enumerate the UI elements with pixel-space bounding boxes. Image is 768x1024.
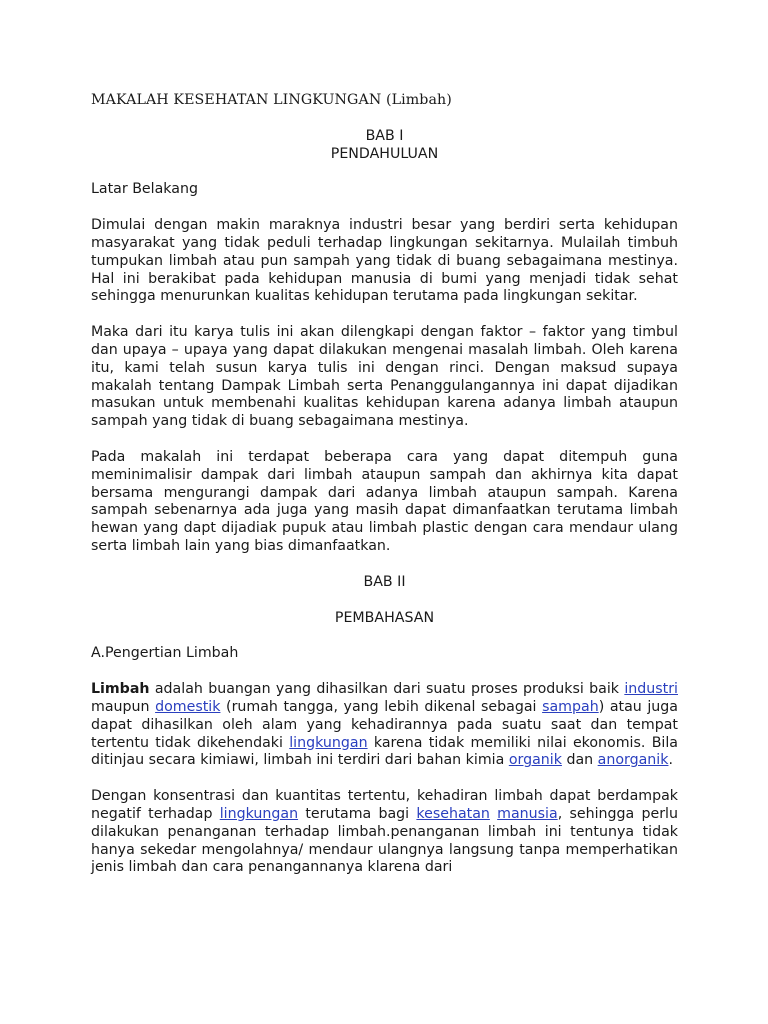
document-page <box>91 92 678 895</box>
p1-text-6: dan <box>561 752 598 769</box>
latar-paragraph-2: Maka dari itu karya tulis ini akan dilengkapi dengan faktor – faktor yang timbul dan upaya – upaya yang dapat dilakukan mengenai masalah limbah. Oleh karena itu, kami telah susun karya tulis ini dengan rinci. Dengan maksud supaya makalah tentang Dampak Limbah serta Penanggulangannya ini dapat dijadikan masukan untuk membenahi kualitas kehidupan karena adanya limbah ataupun sampah yang tidak di buang sebagaimana mestinya. <box>91 324 678 430</box>
latar-paragraph-1: Dimulai dengan makin maraknya industri besar yang berdiri serta kehidupan masyarakat yang tidak peduli terhadap lingkungan sekitarnya. Mulailah timbuh tumpukan limbah atau pun sampah yang tidak di buang sebagaimana mestinya. Hal ini berakibat pada kehidupan manusia di bumi yang menjadi tidak sehat sehingga menurunkan kualitas kehidupan terutama pada lingkungan sekitar. <box>91 217 678 305</box>
bab1-title: PENDAHULUAN <box>330 145 439 162</box>
p1-text-1: adalah buangan yang dihasilkan dari suatu proses produksi baik <box>149 681 625 698</box>
p1-text-7: . <box>668 752 673 769</box>
p1-text-3: (rumah tangga, yang lebih dikenal sebagai <box>220 698 543 715</box>
link-lingkungan[interactable]: lingkungan <box>289 734 368 751</box>
p1-text-2: maupun <box>91 698 156 715</box>
latar-belakang-heading: Latar Belakang <box>91 181 198 198</box>
p2-text-4: , sehingga perlu dilakukan penanganan terhadap limbah.penanganan limbah ini tentunya tidak hanya sekedar mengolahnya/ mendaur ulangnya langsung tanpa memperhatikan jenis limbah dan cara penangannanya klarena dari <box>91 805 678 876</box>
link-industri[interactable]: industri <box>624 681 678 698</box>
pengertian-paragraph-2 <box>91 788 678 877</box>
link-lingkungan-2[interactable]: lingkungan <box>219 805 299 822</box>
document-title: MAKALAH KESEHATAN LINGKUNGAN (Limbah) <box>91 92 452 108</box>
link-sampah[interactable]: sampah <box>542 698 599 715</box>
limbah-term: Limbah <box>91 681 150 698</box>
link-organik[interactable]: organik <box>508 752 562 769</box>
link-kesehatan[interactable]: kesehatan <box>416 805 490 822</box>
bab1-block <box>91 128 678 164</box>
p2-text-1: Dengan konsentrasi dan kuantitas tertentu, kehadiran limbah dapat berdampak negatif terhadap <box>91 788 678 822</box>
link-manusia[interactable]: manusia <box>497 805 558 822</box>
bab2-title: PEMBAHASAN <box>334 609 435 626</box>
pengertian-heading: A.Pengertian Limbah <box>91 645 239 662</box>
p1-text-5: karena tidak memiliki nilai ekonomis. Bila ditinjau secara kimiawi, limbah ini terdiri dari bahan kimia <box>91 734 678 769</box>
bab2-label: BAB II <box>363 573 406 590</box>
p1-text-4: ) atau juga dapat dihasilkan oleh alam yang kehadirannya pada suatu saat dan tempat tertentu tidak dikehendaki <box>91 698 678 751</box>
p2-text-2: terutama bagi <box>298 805 417 822</box>
pengertian-paragraph-1 <box>91 681 678 770</box>
link-domestik[interactable]: domestik <box>155 698 221 715</box>
link-anorganik[interactable]: anorganik <box>597 752 669 769</box>
bab1-label: BAB I <box>365 127 404 144</box>
latar-paragraph-3: Pada makalah ini terdapat beberapa cara yang dapat ditempuh guna meminimalisir dampak dari limbah ataupun sampah dan akhirnya kita dapat bersama mengurangi dampak dari adanya limbah ataupun sampah. Karena sampah sebenarnya ada juga yang masih dapat dimanfaatkan terutama limbah hewan yang dapt dijadiak pupuk atau limbah plastic dengan cara mendaur ulang serta limbah lain yang bias dimanfaatkan. <box>91 448 678 554</box>
